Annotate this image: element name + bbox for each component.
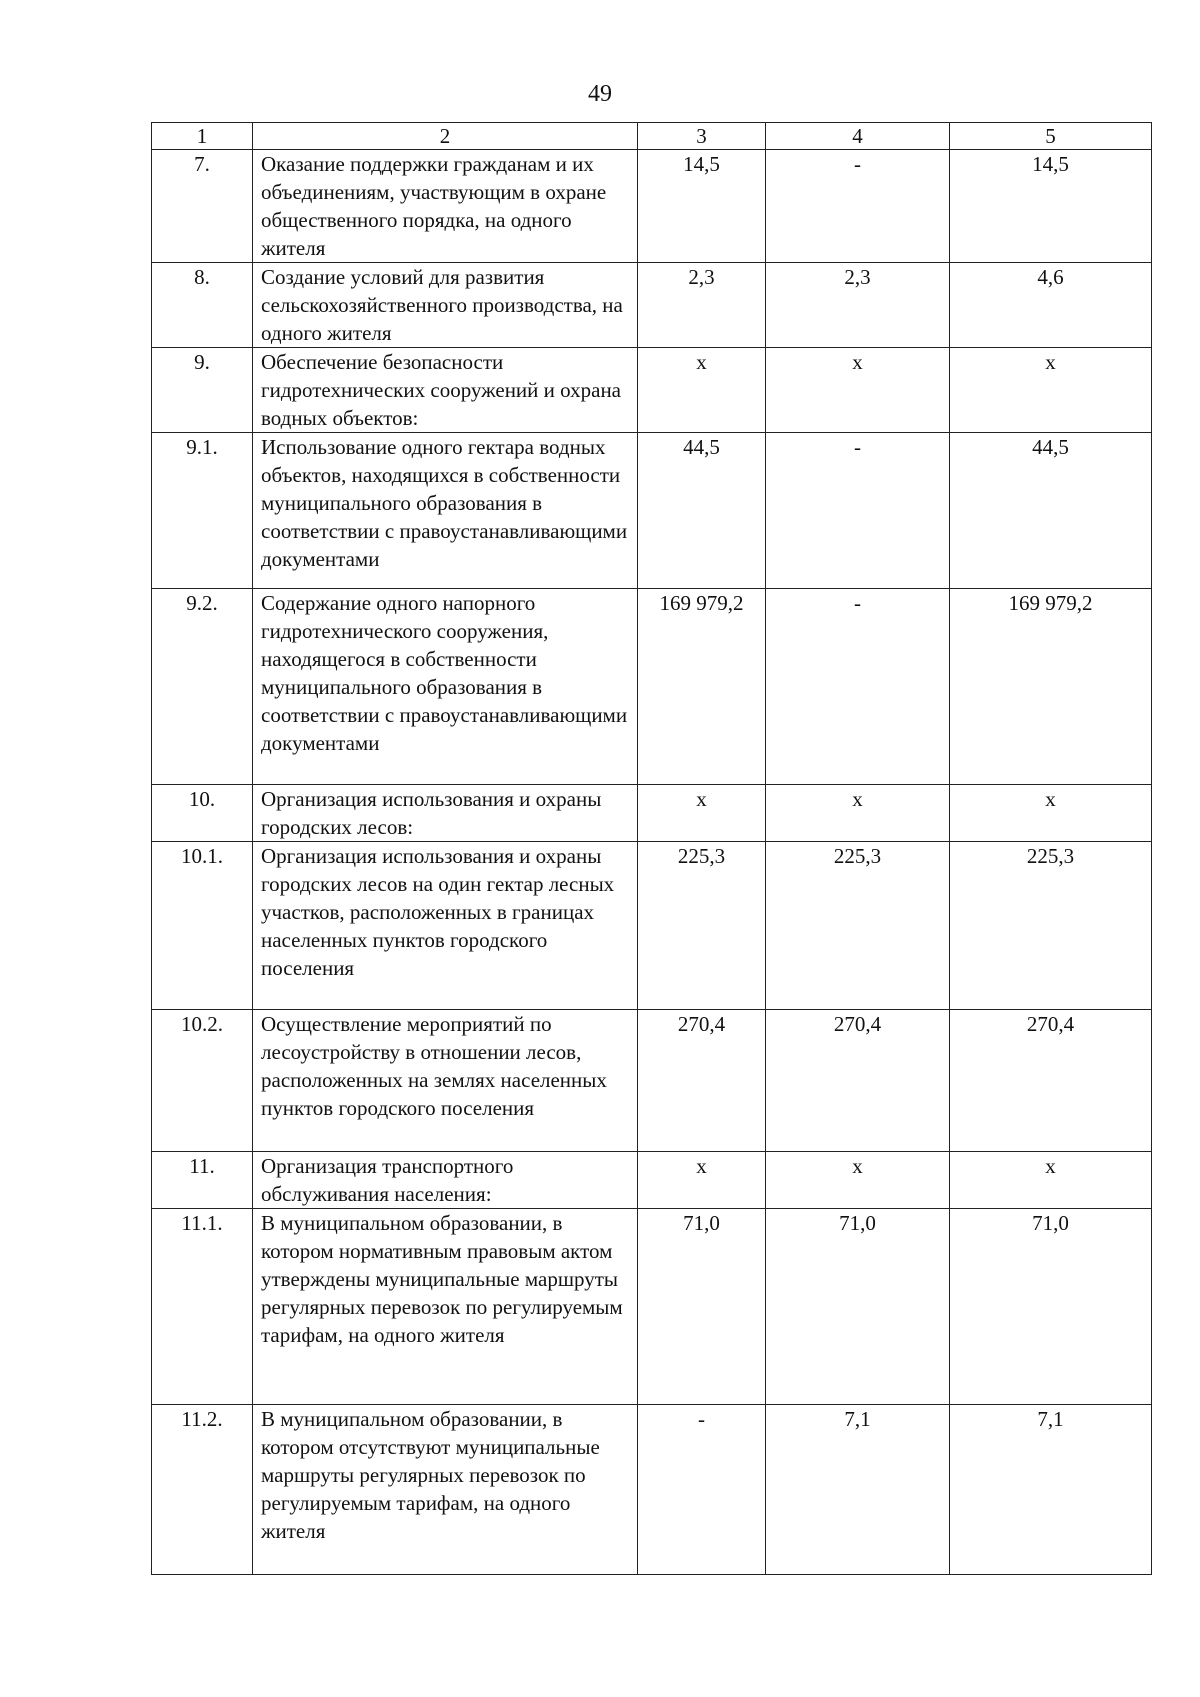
row-number: 11.1. — [152, 1209, 253, 1405]
value-col-3: х — [638, 348, 766, 433]
value-col-5: 7,1 — [950, 1405, 1152, 1575]
value-col-5: х — [950, 348, 1152, 433]
row-number: 11. — [152, 1152, 253, 1209]
value-col-4: 71,0 — [766, 1209, 950, 1405]
value-col-5: 44,5 — [950, 433, 1152, 589]
value-col-4: 2,3 — [766, 263, 950, 348]
value-col-4: 270,4 — [766, 1010, 950, 1152]
value-col-4: 225,3 — [766, 842, 950, 1010]
table-row — [152, 1010, 1152, 1152]
column-header: 1 — [152, 123, 253, 150]
value-col-5: 225,3 — [950, 842, 1152, 1010]
row-description: Организация использования и охраны городских лесов на один гектар лесных участков, расположенных в границах населенных пунктов городского поселения — [253, 842, 638, 1010]
row-description: Содержание одного напорного гидротехнического сооружения, находящегося в собственности муниципального образования в соответствии с правоустанавливающими документами — [253, 589, 638, 785]
value-col-5: 4,6 — [950, 263, 1152, 348]
value-col-4: 7,1 — [766, 1405, 950, 1575]
row-number: 10.2. — [152, 1010, 253, 1152]
value-col-3: 71,0 — [638, 1209, 766, 1405]
value-col-4: - — [766, 589, 950, 785]
row-description: Организация транспортного обслуживания населения: — [253, 1152, 638, 1209]
row-number: 9.2. — [152, 589, 253, 785]
column-header: 2 — [253, 123, 638, 150]
table-row — [152, 589, 1152, 785]
row-description: В муниципальном образовании, в котором отсутствуют муниципальные маршруты регулярных перевозок по регулируемым тарифам, на одного жителя — [253, 1405, 638, 1575]
row-number: 10.1. — [152, 842, 253, 1010]
value-col-4: х — [766, 1152, 950, 1209]
value-col-5: х — [950, 785, 1152, 842]
value-col-5: х — [950, 1152, 1152, 1209]
row-number: 8. — [152, 263, 253, 348]
table-row — [152, 1405, 1152, 1575]
value-col-3: - — [638, 1405, 766, 1575]
column-header: 3 — [638, 123, 766, 150]
value-col-4: х — [766, 348, 950, 433]
value-col-4: - — [766, 150, 950, 263]
row-number: 7. — [152, 150, 253, 263]
value-col-3: х — [638, 1152, 766, 1209]
table-row — [152, 150, 1152, 263]
row-number: 9. — [152, 348, 253, 433]
table-row — [152, 348, 1152, 433]
data-table — [151, 122, 1152, 1575]
table-row — [152, 1152, 1152, 1209]
value-col-5: 169 979,2 — [950, 589, 1152, 785]
value-col-4: х — [766, 785, 950, 842]
table-row — [152, 842, 1152, 1010]
value-col-4: - — [766, 433, 950, 589]
value-col-5: 14,5 — [950, 150, 1152, 263]
table-header-row — [152, 123, 1152, 150]
column-header: 4 — [766, 123, 950, 150]
column-header: 5 — [950, 123, 1152, 150]
page-number: 49 — [588, 81, 612, 107]
row-description: Обеспечение безопасности гидротехнических сооружений и охрана водных объектов: — [253, 348, 638, 433]
value-col-3: 2,3 — [638, 263, 766, 348]
value-col-5: 270,4 — [950, 1010, 1152, 1152]
row-description: В муниципальном образовании, в котором нормативным правовым актом утверждены муниципальные маршруты регулярных перевозок по регулируемым тарифам, на одного жителя — [253, 1209, 638, 1405]
value-col-3: х — [638, 785, 766, 842]
table-row — [152, 263, 1152, 348]
row-number: 11.2. — [152, 1405, 253, 1575]
value-col-3: 44,5 — [638, 433, 766, 589]
table-row — [152, 433, 1152, 589]
row-description: Организация использования и охраны городских лесов: — [253, 785, 638, 842]
row-description: Использование одного гектара водных объектов, находящихся в собственности муниципального образования в соответствии с правоустанавливающими документами — [253, 433, 638, 589]
row-description: Создание условий для развития сельскохозяйственного производства, на одного жителя — [253, 263, 638, 348]
row-description: Оказание поддержки гражданам и их объединениям, участвующим в охране общественного порядка, на одного жителя — [253, 150, 638, 263]
value-col-3: 14,5 — [638, 150, 766, 263]
value-col-3: 225,3 — [638, 842, 766, 1010]
table-row — [152, 785, 1152, 842]
row-description: Осуществление мероприятий по лесоустройству в отношении лесов, расположенных на землях населенных пунктов городского поселения — [253, 1010, 638, 1152]
value-col-5: 71,0 — [950, 1209, 1152, 1405]
row-number: 10. — [152, 785, 253, 842]
value-col-3: 270,4 — [638, 1010, 766, 1152]
row-number: 9.1. — [152, 433, 253, 589]
table-row — [152, 1209, 1152, 1405]
value-col-3: 169 979,2 — [638, 589, 766, 785]
